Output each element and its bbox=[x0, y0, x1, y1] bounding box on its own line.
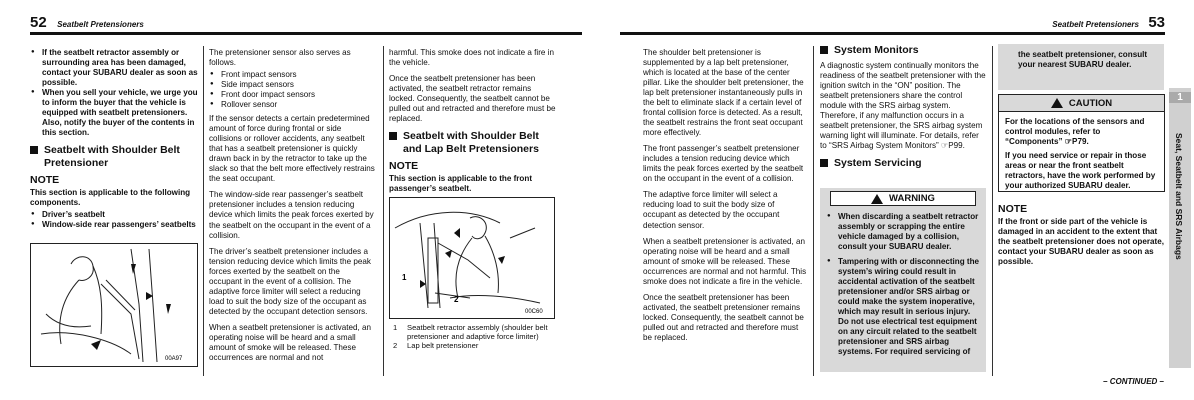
list-item: ● Side impact sensors bbox=[221, 80, 375, 90]
caution-label: CAUTION bbox=[999, 95, 1164, 112]
note-text: This section is applicable to the front passenger’s seatbelt. bbox=[389, 174, 533, 194]
section-heading: System Monitors bbox=[820, 44, 986, 57]
right-page-header bbox=[620, 14, 1165, 34]
left-header-rule bbox=[30, 32, 582, 35]
paragraph: When a seatbelt pretensioner is activated, an operating noise will be heard and a small amount of smoke will be released. These occurrences are normal and not harmful. This smoke does not indicate a fire in the vehicle. bbox=[643, 236, 807, 286]
left-page-header bbox=[30, 14, 582, 34]
paragraph: The front passenger’s seatbelt pretensioner includes a tension reducing device which limits the peak forces exerted by the seatbelt on the occupant in the event of a collision. bbox=[643, 144, 804, 184]
list-item: ● Tampering with or disconnecting the system’s wiring could result in accidental activation of the seatbelt pretensioner and/or SRS airbag or could make the system inoperative, which may result in serious injury. Do not use electrical test equipment on any circuit related to the seatbelt pretensioner and SRS airbag systems. For required servicing of bbox=[838, 257, 980, 357]
figure-label: 1 bbox=[402, 273, 407, 282]
continued-label: – CONTINUED – bbox=[1103, 377, 1164, 386]
caption-item: 2 Lap belt pretensioner bbox=[393, 341, 479, 351]
note-text: This section is applicable to the following components. bbox=[30, 188, 191, 208]
paragraph: harmful. This smoke does not indicate a fire in the vehicle. bbox=[389, 48, 554, 68]
left-column-1 bbox=[30, 48, 200, 234]
column-divider bbox=[992, 46, 993, 376]
chapter-side-tab bbox=[1169, 88, 1191, 368]
paragraph: The pretensioner sensor also serves as follows. bbox=[209, 48, 351, 68]
warning-list bbox=[820, 212, 986, 357]
column-divider bbox=[383, 46, 384, 376]
left-page-number: 52 bbox=[30, 14, 47, 31]
right-header-rule bbox=[620, 32, 1165, 35]
note-title: NOTE bbox=[389, 160, 419, 173]
paragraph: If the sensor detects a certain predetermined amount of force during frontal or side collisions or rollover accidents, any seatbelt that has a seatbelt pretensioner is quickly drawn back in by the retractor to take up the slack so that the belt more effectively restrains the seat occupant. bbox=[209, 114, 375, 184]
list-item: ● When you sell your vehicle, we urge you to inform the buyer that the vehicle is equipped with seatbelt pretensioners. Also, notify the buyer of the contents in this section. bbox=[42, 88, 200, 138]
column-divider bbox=[203, 46, 204, 376]
caption-item: 1 Seatbelt retractor assembly (shoulder belt pretensioner and adaptive force limiter) bbox=[393, 323, 548, 342]
right-column-2 bbox=[820, 44, 986, 174]
list-item: ● Front door impact sensors bbox=[221, 90, 375, 100]
driver-seatbelt-illustration bbox=[30, 243, 198, 367]
right-column-3-note bbox=[998, 200, 1164, 273]
paragraph: Once the seatbelt pretensioner has been activated, the seatbelt retractor remains locked. Consequently, the seatbelt cannot be pulled out and retracted and therefore must be replaced. bbox=[389, 74, 556, 124]
section-heading: System Servicing bbox=[820, 157, 986, 170]
chapter-number: 1 bbox=[1169, 92, 1191, 103]
paragraph: When a seatbelt pretensioner is activated, an operating noise will be heard and a small amount of smoke will be released. These occurrences are normal and not bbox=[209, 322, 371, 362]
figure-label: 2 bbox=[454, 295, 459, 304]
right-page-number: 53 bbox=[1148, 14, 1165, 31]
left-column-3 bbox=[389, 48, 557, 200]
left-column-2 bbox=[209, 48, 375, 369]
right-column-1 bbox=[643, 48, 807, 349]
warning-continued-text: the seatbelt pretensioner, consult your nearest SUBARU dealer. bbox=[1018, 50, 1148, 70]
figure-captions bbox=[393, 323, 558, 350]
paragraph: The window-side rear passenger’s seatbelt pretensioner includes a tension reducing device which limits the peak forces exerted by the seatbelt on the occupant in the event of a collision. bbox=[209, 190, 374, 240]
column-divider bbox=[813, 46, 814, 376]
seatbelt-drawing bbox=[390, 198, 554, 318]
note-text: If the front or side part of the vehicle is damaged in an accident to the extent that the seatbelt pretensioner does not operate, contact your SUBARU dealer as soon as possible. bbox=[998, 217, 1164, 267]
paragraph: A diagnostic system continually monitors the readiness of the seatbelt pretensioner with the ignition switch in the “ON” position. The seatbelt pretensioners share the control module with the SRS airbag system. Therefore, if any malfunction occurs in a seatbelt pretensioner, the SRS airbag system warning light will illuminate. For details, refer to “SRS Airbag System Monitors” ☞P99. bbox=[820, 61, 986, 151]
figure-code: 00A97 bbox=[165, 356, 183, 362]
list-item: ● Window-side rear passengers’ seatbelts bbox=[42, 220, 200, 230]
warning-continuation-box bbox=[998, 44, 1164, 90]
sensor-list bbox=[209, 70, 375, 110]
list-item: ● If the seatbelt retractor assembly or surrounding area has been damaged, contact your SUBARU dealer as soon as possible. bbox=[42, 48, 200, 88]
left-header-title: Seatbelt Pretensioners bbox=[57, 20, 144, 29]
warning-label: WARNING bbox=[830, 191, 976, 206]
list-item: ● Driver’s seatbelt bbox=[42, 210, 200, 220]
chapter-title: Seat, Seatbelt and SRS Airbags bbox=[1174, 133, 1184, 260]
warning-triangle-icon bbox=[1051, 98, 1063, 108]
section-heading: Seatbelt with Shoulder Belt Pretensioner bbox=[30, 144, 200, 170]
list-item: ● Front impact sensors bbox=[221, 70, 375, 80]
section-heading: Seatbelt with Shoulder Belt and Lap Belt Pretensioners bbox=[389, 130, 557, 156]
paragraph: Once the seatbelt pretensioner has been activated, the seatbelt pretensioner remains locked. Consequently, the seatbelt cannot be pulled out and retracted and therefore must be replaced. bbox=[643, 292, 804, 342]
note-list bbox=[30, 210, 200, 230]
caution-text: If you need service or repair in those areas or near the front seatbelt retractors, have the work performed by your authorized SUBARU dealer. bbox=[1005, 151, 1156, 191]
paragraph: The driver’s seatbelt pretensioner includes a tension reducing device which limits the peak forces exerted by the seatbelt on the occupant in the event of a collision. The adaptive force limiter will select a reducing load to suit the body size of the occupant as detected by the occupant detection sensors. bbox=[209, 246, 371, 316]
figure-code: 00C60 bbox=[525, 309, 543, 315]
warning-triangle-icon bbox=[871, 194, 883, 204]
paragraph: The adaptive force limiter will select a reducing load to suit the body size of occupant as detected by the occupant detection sensor. bbox=[643, 190, 780, 230]
passenger-seatbelt-illustration bbox=[389, 197, 555, 319]
top-warning-list bbox=[30, 48, 200, 138]
warning-box bbox=[820, 188, 986, 372]
seatbelt-drawing bbox=[31, 244, 197, 366]
note-title: NOTE bbox=[30, 174, 60, 187]
caution-text: For the locations of the sensors and control modules, refer to “Components” ☞P79. bbox=[1005, 117, 1145, 147]
note-title: NOTE bbox=[998, 203, 1028, 215]
list-item: ● When discarding a seatbelt retractor assembly or scrapping the entire vehicle damaged by a collision, consult your SUBARU dealer. bbox=[838, 212, 980, 252]
list-item: ● Rollover sensor bbox=[221, 100, 375, 110]
caution-box bbox=[998, 94, 1165, 192]
right-header-title: Seatbelt Pretensioners bbox=[1052, 20, 1139, 29]
paragraph: The shoulder belt pretensioner is supplemented by a lap belt pretensioner, which is located at the base of the center pillar. Like the shoulder belt pretensioner, the lap belt pretensioner instantaneously pulls in the belt to eliminate slack if a certain level of frontal collision force is detected. As a result, the seatbelt restrains the front seat occupant more effectively. bbox=[643, 48, 804, 138]
